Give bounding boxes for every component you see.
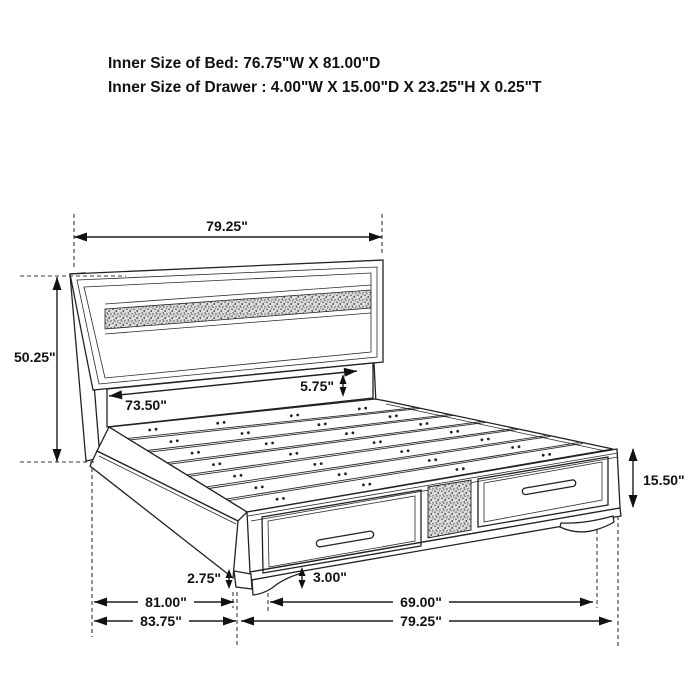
rail-height-label: 5.75" xyxy=(300,378,334,394)
footboard-left-corner-step xyxy=(234,571,252,589)
dim-top-width xyxy=(74,218,382,242)
dim-footboard-height xyxy=(629,448,685,508)
dim-outer-length xyxy=(94,613,236,629)
dim-footboard-width xyxy=(241,613,612,629)
dim-inner-length xyxy=(94,594,234,610)
headboard-height-label: 50.25" xyxy=(14,349,56,365)
header-line-2: Inner Size of Drawer : 4.00"W X 15.00"D X 23.25"H X 0.25"T xyxy=(108,79,542,96)
footboard-height-label: 15.50" xyxy=(643,472,685,488)
inner-length-label: 81.00" xyxy=(145,594,187,610)
foot-clearance-label: 3.00" xyxy=(313,569,347,585)
footboard-sparkle-panel xyxy=(428,480,471,538)
header-line-1: Inner Size of Bed: 76.75"W X 81.00"D xyxy=(108,55,381,72)
dim-headboard-height xyxy=(14,277,62,462)
dim-drawer-front-span xyxy=(270,594,593,610)
top-width-label: 79.25" xyxy=(206,218,248,234)
footboard-width-label: 79.25" xyxy=(400,613,442,629)
drawer-front-span-label: 69.00" xyxy=(400,594,442,610)
outer-length-label: 83.75" xyxy=(140,613,182,629)
base-step-label: 2.75" xyxy=(187,570,221,586)
rail-length-label: 73.50" xyxy=(125,397,167,413)
